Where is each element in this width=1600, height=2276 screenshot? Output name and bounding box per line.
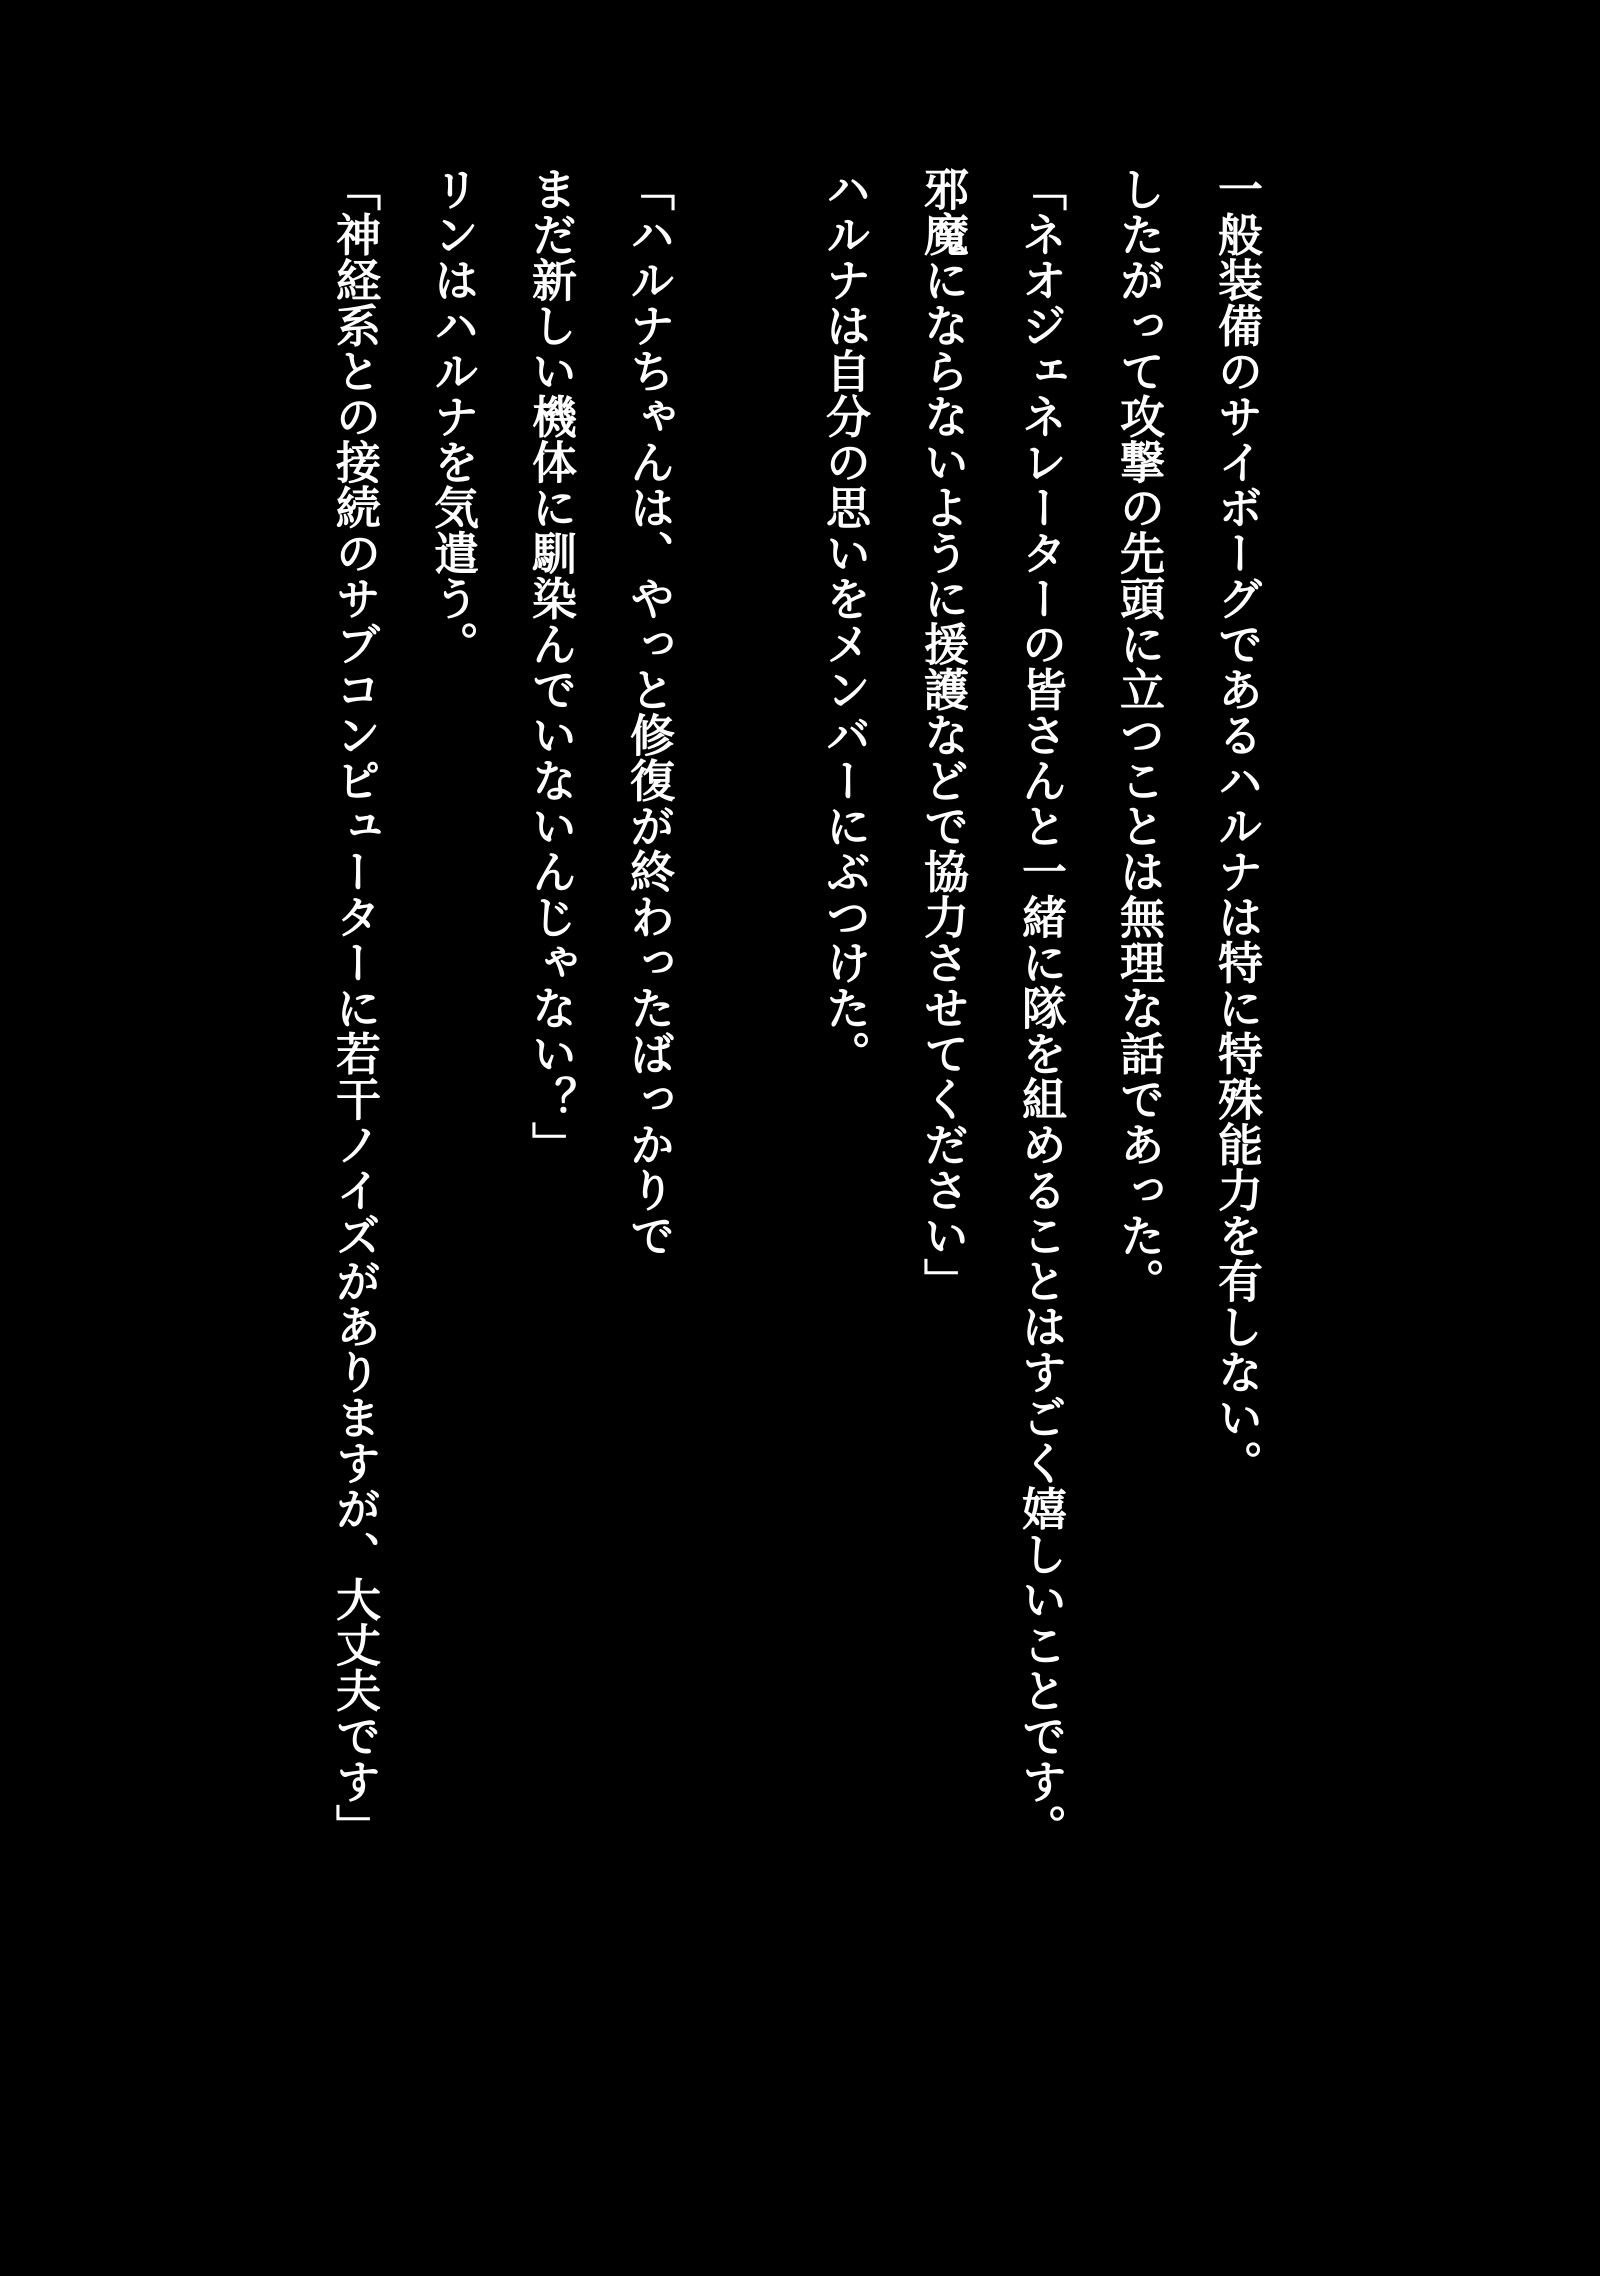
text-line-3: 「ネオジェネレーターの皆さんと一緒に隊を組めることはすごく嬉しいことです。: [1015, 166, 1066, 1850]
vertical-text-block: [305, 166, 1285, 1890]
text-line-8: リンはハルナを気遣う。: [427, 166, 478, 667]
text-line-9: 「神経系との接続のサブコンピューターに若干ノイズがありますが、大丈夫です」: [329, 166, 380, 1850]
dialogue-paragraph-2: [305, 166, 697, 1890]
narration-paragraph-1: [795, 166, 1285, 1890]
text-line-5: ハルナは自分の思いをメンバーにぶつけた。: [819, 166, 870, 1076]
text-line-7: まだ新しい機体に馴染んでいないんじゃない？」: [525, 166, 576, 1167]
text-line-1: 一般装備のサイボーグであるハルナは特に特殊能力を有しない。: [1211, 166, 1262, 1486]
text-line-2: したがって攻撃の先頭に立つことは無理な話であった。: [1113, 166, 1164, 1304]
text-line-4: 邪魔にならないように援護などで協力させてください」: [917, 166, 968, 1304]
text-line-6: 「ハルナちゃんは、やっと修復が終わったばっかりで: [623, 166, 674, 1258]
